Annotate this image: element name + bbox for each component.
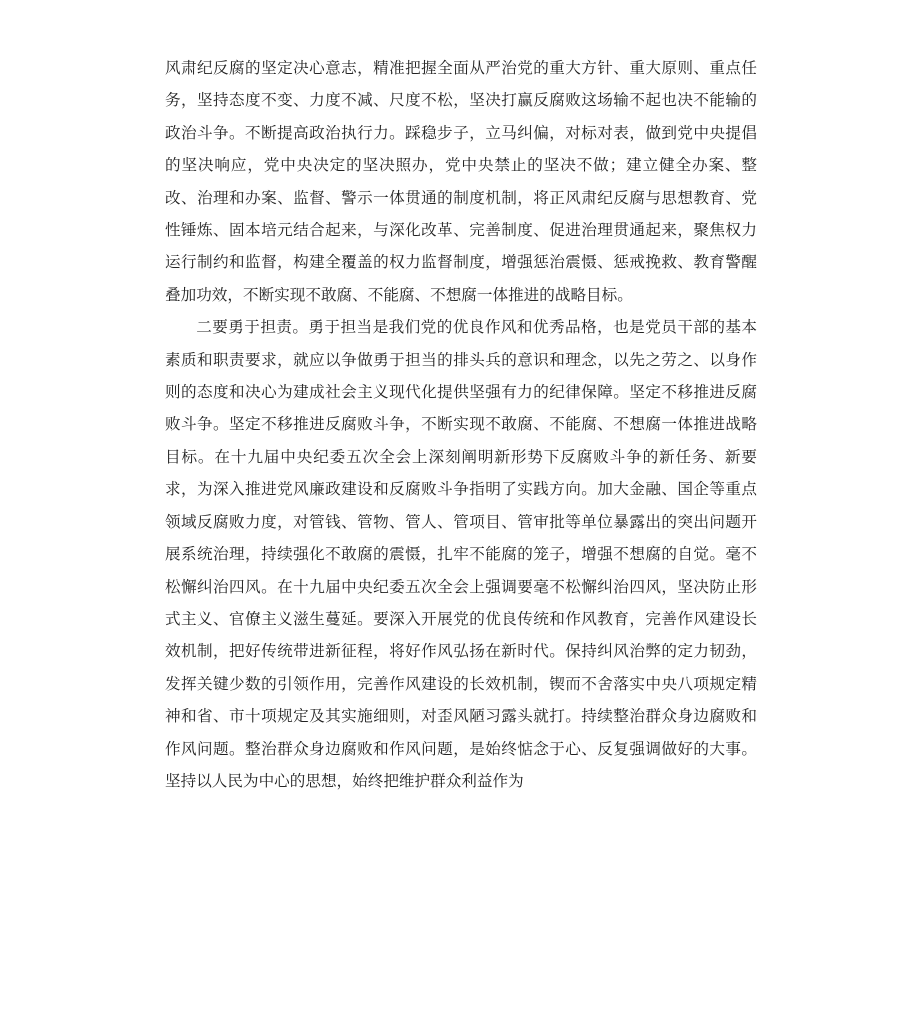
- paragraph-continuation: 风肃纪反腐的坚定决心意志，精准把握全面从严治党的重大方针、重大原则、重点任务，坚持态度不变、力度不减、尺度不松，坚决打赢反腐败这场输不起也决不能输的政治斗争。不断提高政治执行力。踩稳步子，立马纠偏，对标对表，做到党中央提倡的坚决响应，党中央决定的坚决照办，党中央禁止的坚决不做；建立健全办案、整改、治理和办案、监督、警示一体贯通的制度机制，将正风肃纪反腐与思想教育、党性锤炼、固本培元结合起来，与深化改革、完善制度、促进治理贯通起来，聚焦权力运行制约和监督，构建全覆盖的权力监督制度，增强惩治震慑、惩戒挽救、教育警醒叠加功效，不断实现不敢腐、不能腐、不想腐一体推进的战略目标。: [165, 59, 757, 304]
- document-body: [165, 52, 757, 797]
- paragraph-take-responsibility: 二要勇于担责。勇于担当是我们党的优良作风和优秀品格，也是党员干部的基本素质和职责要求，就应以争做勇于担当的排头兵的意识和理念，以先之劳之、以身作则的态度和决心为建成社会主义现代化提供坚强有力的纪律保障。坚定不移推进反腐败斗争。坚定不移推进反腐败斗争，不断实现不敢腐、不能腐、不想腐一体推进战略目标。在十九届中央纪委五次全会上深刻阐明新形势下反腐败斗争的新任务、新要求，为深入推进党风廉政建设和反腐败斗争指明了实践方向。加大金融、国企等重点领域反腐败力度，对管钱、管物、管人、管项目、管审批等单位暴露出的突出问题开展系统治理，持续强化不敢腐的震慑，扎牢不能腐的笼子，增强不想腐的自觉。毫不松懈纠治四风。在十九届中央纪委五次全会上强调要毫不松懈纠治四风，坚决防止形式主义、官僚主义滋生蔓延。要深入开展党的优良传统和作风教育，完善作风建设长效机制，把好传统带进新征程，将好作风弘扬在新时代。保持纠风治弊的定力韧劲，发挥关键少数的引领作用，完善作风建设的长效机制，锲而不舍落实中央八项规定精神和省、市十项规定及其实施细则，对歪风陋习露头就打。持续整治群众身边腐败和作风问题。整治群众身边腐败和作风问题，是始终惦念于心、反复强调做好的大事。坚持以人民为中心的思想，始终把维护群众利益作为: [165, 318, 757, 790]
